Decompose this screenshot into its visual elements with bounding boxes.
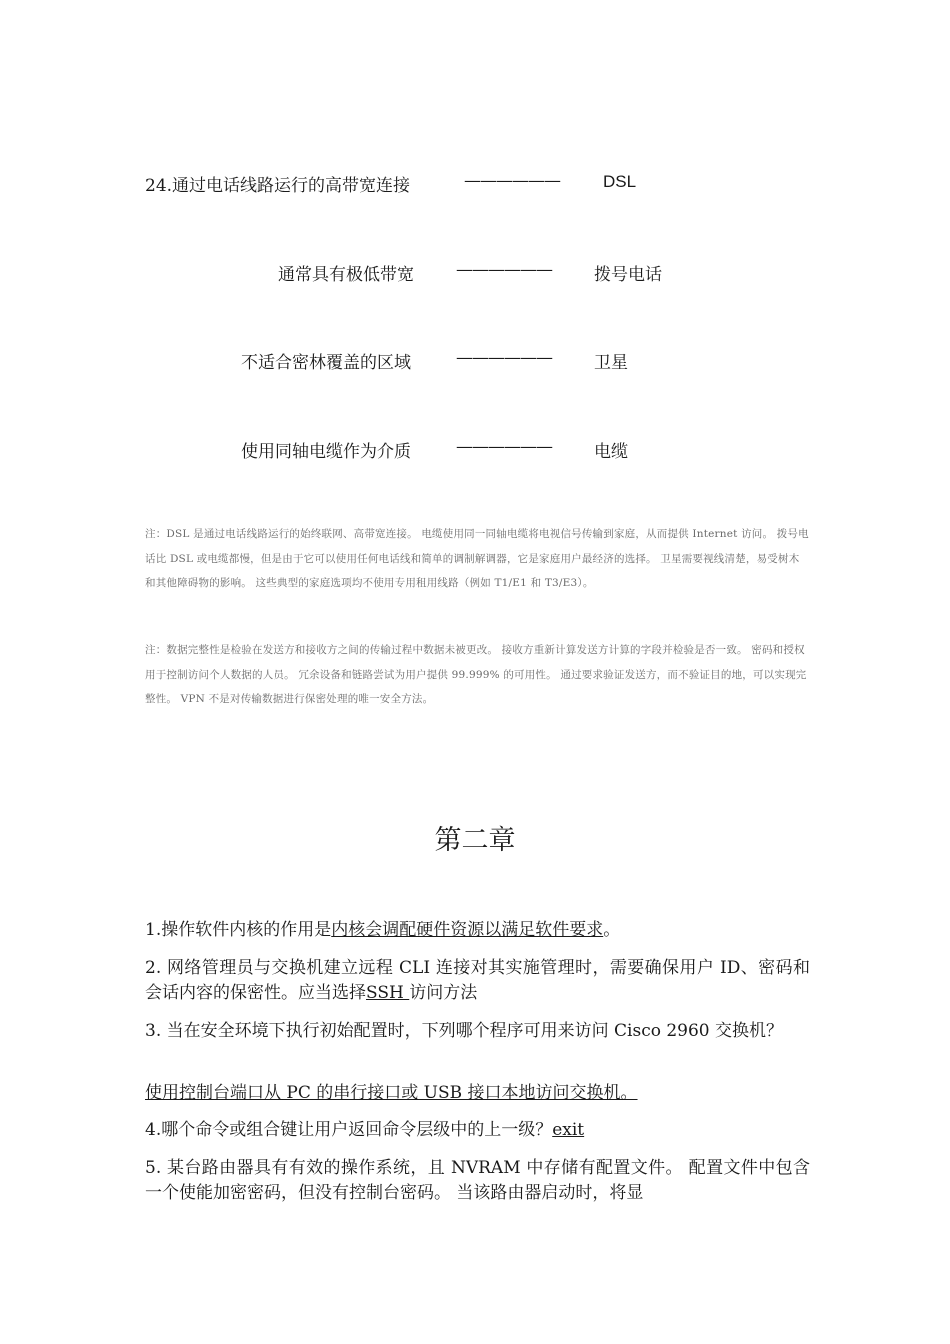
question-2 — [145, 956, 810, 1006]
match-dash-2: —————— — [456, 260, 552, 280]
question-3-answer — [145, 1081, 810, 1106]
match-dash-4: —————— — [456, 437, 552, 457]
match-right-2: 拨号电话 — [594, 265, 662, 285]
match-row-1 — [145, 171, 410, 196]
question-2-answer: SSH — [366, 983, 410, 1003]
match-right-4: 电缆 — [594, 442, 628, 462]
match-right-3: 卫星 — [594, 353, 628, 373]
match-right-1: DSL — [603, 172, 637, 191]
match-left-1: 24.通过电话线路运行的高带宽连接 — [145, 176, 411, 196]
chapter-title: 第二章 — [434, 825, 516, 856]
question-2-prefix: 2. 网络管理员与交换机建立远程 CLI 连接对其实施管理时，需要确保用户 ID、密码和会话内容的保密性。应当选择 — [145, 958, 810, 1003]
question-1 — [145, 918, 810, 943]
question-1-prefix: 1.操作软件内核的作用是 — [145, 920, 332, 940]
question-3-answer-text: 使用控制台端口从 PC 的串行接口或 USB 接口本地访问交换机。 — [145, 1083, 638, 1103]
match-left-3: 不适合密林覆盖的区域 — [241, 353, 411, 373]
question-4-answer: exit — [552, 1120, 585, 1140]
question-2-suffix: 访问方法 — [409, 983, 478, 1003]
note-paragraph-2: 注：数据完整性是检验在发送方和接收方之间的传输过程中数据未被更改。 接收方重新计算发送方计算的字段并检验是否一致。 密码和授权用于控制访问个人数据的人员。 冗余设备和链路尝试为用户提供 99.999% 的可用性。 通过要求验证发送方，而不验证目的地，可以实现完整性。 VPN 不是对传输数据进行保密处理的唯一安全方法。 — [145, 644, 807, 705]
match-left-2: 通常具有极低带宽 — [278, 265, 414, 285]
match-dash-3: —————— — [456, 348, 552, 368]
note-paragraph-1: 注：DSL 是通过电话线路运行的始终联网、高带宽连接。 电缆使用同一同轴电缆将电视信号传输到家庭，从而提供 Internet 访问。 拨号电话比 DSL 或电缆都慢，但是由于它可以使用任何电话线和简单的调制解调器，它是家庭用户最经济的选择。 卫星需要视线清楚，易受树木和其他障碍物的影响。 这些典型的家庭选项均不使用专用租用线路（例如 T1/E1 和 T3/E3）。 — [145, 528, 809, 589]
match-dash-1: —————— — [464, 171, 560, 191]
question-1-answer: 内核会调配硬件资源以满足软件要求 — [331, 920, 604, 940]
question-4 — [145, 1118, 810, 1143]
question-4-prefix: 4.哪个命令或组合键让用户返回命令层级中的上一级？ — [145, 1120, 553, 1140]
question-1-suffix: 。 — [603, 920, 621, 940]
question-5: 5. 某台路由器具有有效的操作系统，且 NVRAM 中存储有配置文件。 配置文件中包含一个使能加密密码，但没有控制台密码。 当该路由器启动时，将显 — [145, 1158, 810, 1203]
question-3: 3. 当在安全环境下执行初始配置时，下列哪个程序可用来访问 Cisco 2960 交换机？ — [145, 1021, 784, 1041]
match-left-4: 使用同轴电缆作为介质 — [241, 442, 411, 462]
